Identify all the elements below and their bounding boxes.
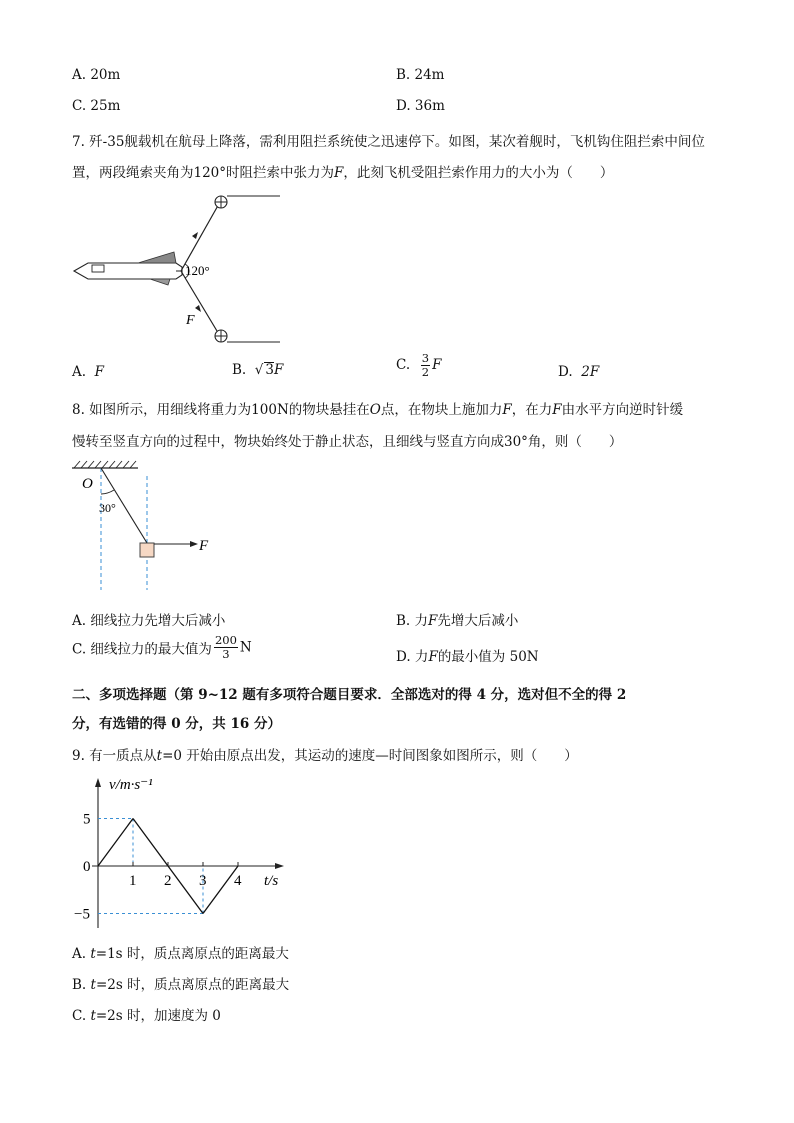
plane-wing-top <box>138 252 176 263</box>
q8-fig-angle: 30° <box>99 501 116 515</box>
q8-stem-line2: 慢转至竖直方向的过程中，物块始终处于静止状态，且细线与竖直方向成30°角，则（ ） <box>72 434 623 450</box>
x-tick-label-3: 3 <box>199 873 207 889</box>
q7-stem-text: 置，两段绳索夹角为120°时阻拦索中张力为 <box>72 165 335 181</box>
q9-option-a: A. t=1s 时，质点离原点的距离最大 <box>72 946 289 962</box>
vt-segment-0 <box>98 819 133 867</box>
q8-option-c: C. 细线拉力的最大值为 $\frac{200}{3}$ N <box>72 633 252 661</box>
q8-stem-line1: 8. 如图所示，用细线将重力为100N的物块悬挂在O点，在物块上施加力F，在力F由水平方向逆时针缓 <box>72 402 684 418</box>
q8-fig-F: F <box>199 538 209 554</box>
x-tick-label-4: 4 <box>234 873 242 889</box>
q7-option-b: B. √ 3F <box>232 362 284 378</box>
y-tick-label--5: −5 <box>74 906 90 923</box>
y-tick-label-0: 0 <box>83 859 91 875</box>
q8-option-d: D. 力F的最小值为 50N <box>396 649 539 665</box>
q7-figure <box>70 188 285 348</box>
q8-option-b: B. 力F先增大后减小 <box>396 613 519 629</box>
q8-option-a: A. 细线拉力先增大后减小 <box>72 613 226 629</box>
q7-fig-angle: 120° <box>185 263 210 278</box>
q7-stem-text-2: ，此刻飞机受阻拦索作用力的大小为（ ） <box>343 165 614 181</box>
q7-var-F: F <box>334 165 344 181</box>
q8-fig-O: O <box>82 476 93 492</box>
y-axis-label: v/m·s⁻¹ <box>109 777 153 793</box>
cable-upper <box>181 202 220 271</box>
arrow-lower <box>195 305 201 312</box>
q9-option-b: B. t=2s 时，质点离原点的距离最大 <box>72 977 290 993</box>
plane-fuselage <box>74 263 182 279</box>
vt-segment-2 <box>203 866 238 914</box>
arrow-upper <box>192 232 198 239</box>
q6-option-c: C. 25m <box>72 98 121 114</box>
q7-option-a: A. F <box>72 364 105 380</box>
q7-fig-F: F <box>186 313 195 328</box>
q6-option-d: D. 36m <box>396 98 445 114</box>
x-axis-label: t/s <box>264 873 279 889</box>
block <box>140 543 154 557</box>
plane-wing-bottom <box>150 279 170 285</box>
q8-figure <box>70 458 220 594</box>
q6-option-b: B. 24m <box>396 67 445 83</box>
x-tick-label-1: 1 <box>129 873 137 889</box>
y-tick-label-5: 5 <box>83 811 91 828</box>
q7-stem-line2 <box>72 161 613 181</box>
q7-option-c: C. $\frac{3}{2}$ F <box>396 351 442 379</box>
x-tick-label-2: 2 <box>164 873 172 889</box>
q7-stem-line1: 7. 歼-35舰载机在航母上降落，需利用阻拦系统使之迅速停下。如图，某次着舰时，飞机钩住阻拦索中间位 <box>72 134 705 150</box>
q9-option-c: C. t=2s 时，加速度为 0 <box>72 1008 221 1024</box>
section2-heading-line2: 分，有选错的得 0 分，共 16 分） <box>72 716 281 732</box>
q7-option-d: D. 2F <box>558 364 600 380</box>
q9-vt-chart <box>74 768 293 933</box>
q9-stem: 9. 有一质点从t=0 开始由原点出发，其运动的速度—时间图象如图所示，则（ ） <box>72 748 578 764</box>
q6-option-a: A. 20m <box>72 67 121 83</box>
section2-heading-line1: 二、多项选择题（第 9~12 题有多项符合题目要求．全部选对的得 4 分，选对但不全的得 2 <box>72 687 627 703</box>
plane-cockpit <box>92 265 104 272</box>
